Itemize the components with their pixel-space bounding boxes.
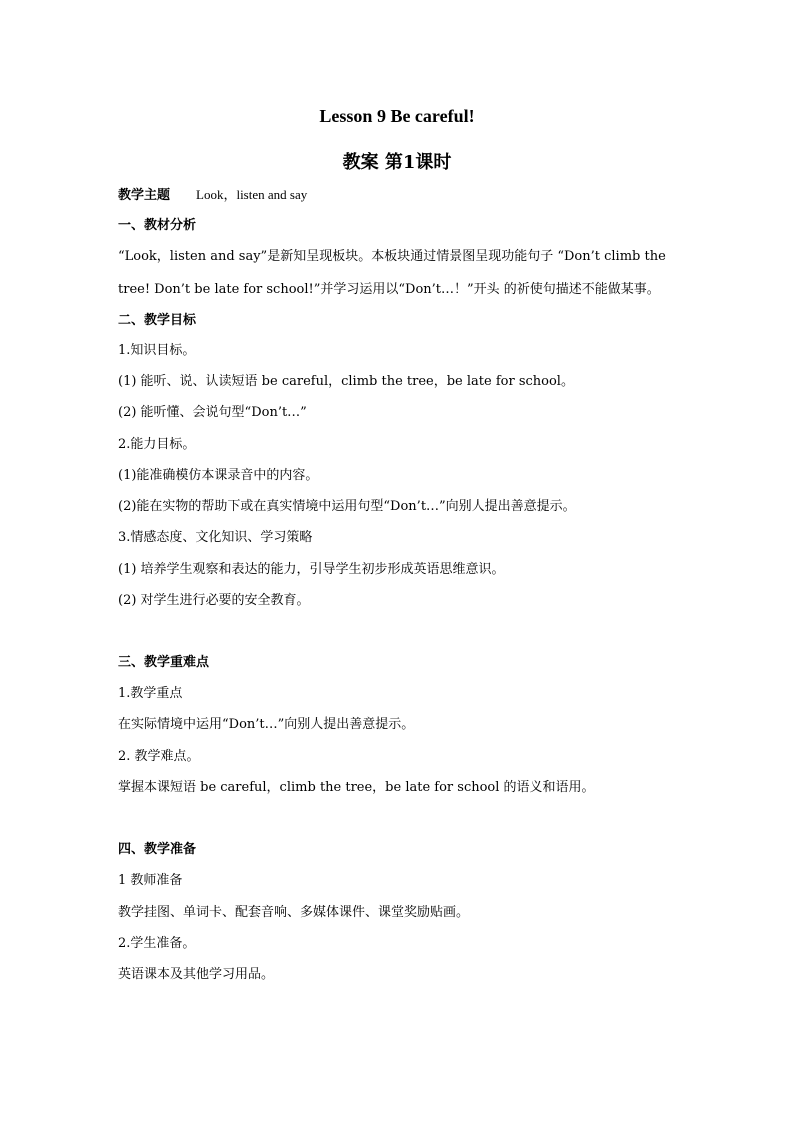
analysis-heading: 一、教材分析 — [118, 218, 197, 233]
goal1-item1: (1) 能听、说、认读短语 be careful，climb the tree，be late for school。 — [118, 374, 574, 389]
theme-label: 教学主题 — [118, 188, 171, 203]
goal2-item1: (1)能准确模仿本课录音中的内容。 — [118, 468, 319, 483]
goal3-heading: 3.情感态度、文化知识、学习策略 — [118, 530, 313, 545]
key-points-heading: 三、教学重难点 — [118, 655, 210, 670]
key1-heading: 1.教学重点 — [118, 686, 183, 701]
prep2-text: 英语课本及其他学习用品。 — [118, 967, 275, 982]
preparation-heading: 四、教学准备 — [118, 842, 197, 857]
theme-row — [118, 186, 678, 205]
prep2-heading: 2.学生准备。 — [118, 936, 196, 951]
theme-value: Look，listen and say — [196, 187, 308, 202]
goals-heading: 二、教学目标 — [118, 313, 197, 328]
key2-heading: 2. 教学难点。 — [118, 749, 200, 764]
goal1-heading: 1.知识目标。 — [118, 343, 196, 358]
prep1-heading: 1 教师准备 — [118, 873, 183, 888]
key1-text: 在实际情境中运用“Don’t…”向别人提出善意提示。 — [118, 717, 415, 732]
goal1-item2: (2) 能听懂、会说句型“Don’t…” — [118, 405, 307, 420]
lesson-title: Lesson 9 Be careful! — [319, 106, 475, 126]
key2-text: 掌握本课短语 be careful，climb the tree，be late for school 的语义和语用。 — [118, 780, 595, 795]
prep1-text: 教学挂图、单词卡、配套音响、多媒体课件、课堂奖励贴画。 — [118, 905, 470, 920]
analysis-paragraph-line-2: tree! Don’t be late for school!”并学习运用以“Don’t…！”开头 的祈使句描述不能做某事。 — [118, 282, 660, 297]
goal3-item2: (2) 对学生进行必要的安全教育。 — [118, 593, 310, 608]
goal3-item1: (1) 培养学生观察和表达的能力，引导学生初步形成英语思维意识。 — [118, 562, 505, 577]
lesson-subtitle: 教案 第1课时 — [342, 152, 452, 173]
analysis-paragraph-line-1: “Look，listen and say”是新知呈现板块。本板块通过情景图呈现功能句子 “Don’t climb the — [118, 249, 666, 264]
goal2-heading: 2.能力目标。 — [118, 437, 196, 452]
goal2-item2: (2)能在实物的帮助下或在真实情境中运用句型“Don’t…”向别人提出善意提示。 — [118, 499, 576, 514]
